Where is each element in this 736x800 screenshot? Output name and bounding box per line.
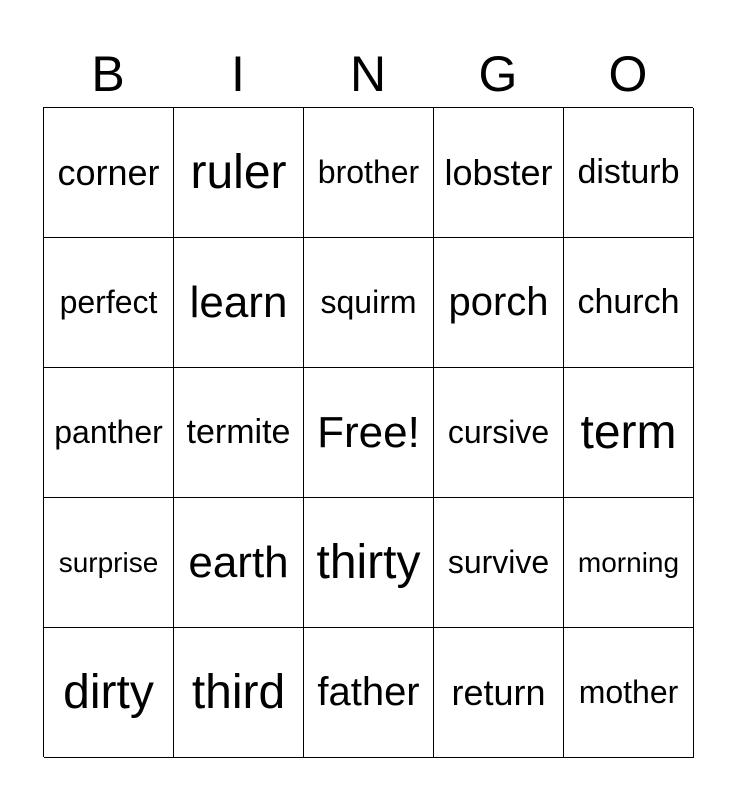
bingo-cell[interactable]: porch xyxy=(434,238,564,368)
bingo-cell[interactable]: brother xyxy=(304,108,434,238)
bingo-cell[interactable]: surprise xyxy=(44,498,174,628)
bingo-cell[interactable]: cursive xyxy=(434,368,564,498)
bingo-cell[interactable]: lobster xyxy=(434,108,564,238)
bingo-cell[interactable]: earth xyxy=(174,498,304,628)
bingo-cell[interactable]: perfect xyxy=(44,238,174,368)
bingo-header xyxy=(43,44,693,104)
bingo-cell[interactable]: ruler xyxy=(174,108,304,238)
bingo-cell[interactable]: squirm xyxy=(304,238,434,368)
header-letter-n: N xyxy=(349,46,387,102)
bingo-board xyxy=(43,107,693,757)
free-space-cell[interactable]: Free! xyxy=(304,368,434,498)
bingo-cell[interactable]: morning xyxy=(564,498,694,628)
bingo-cell[interactable]: thirty xyxy=(304,498,434,628)
bingo-cell[interactable]: termite xyxy=(174,368,304,498)
bingo-cell[interactable]: dirty xyxy=(44,628,174,758)
header-letter-g: G xyxy=(478,46,518,102)
bingo-cell[interactable]: term xyxy=(564,368,694,498)
header-letter-i: I xyxy=(231,46,245,102)
bingo-cell[interactable]: panther xyxy=(44,368,174,498)
bingo-cell[interactable]: third xyxy=(174,628,304,758)
bingo-cell[interactable]: corner xyxy=(44,108,174,238)
bingo-cell[interactable]: return xyxy=(434,628,564,758)
bingo-cell[interactable]: survive xyxy=(434,498,564,628)
header-letter-b: B xyxy=(91,46,125,102)
bingo-cell[interactable]: learn xyxy=(174,238,304,368)
bingo-cell[interactable]: father xyxy=(304,628,434,758)
header-letter-o: O xyxy=(608,46,648,102)
bingo-cell[interactable]: disturb xyxy=(564,108,694,238)
bingo-cell[interactable]: mother xyxy=(564,628,694,758)
bingo-cell[interactable]: church xyxy=(564,238,694,368)
